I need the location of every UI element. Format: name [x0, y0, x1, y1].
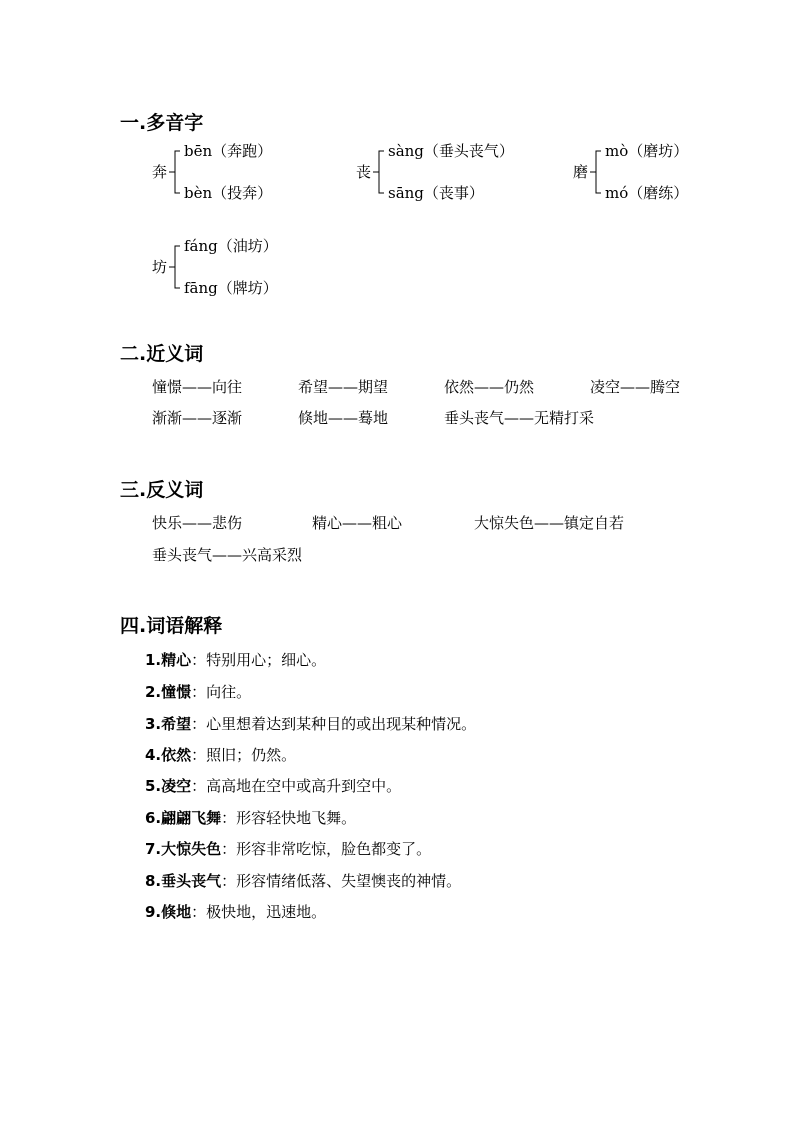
section-title-definitions: 四.词语解释 [120, 615, 223, 637]
definition-term: 3.希望 [145, 715, 192, 733]
antonym-pair: 垂头丧气——兴高采烈 [152, 546, 303, 564]
reading: fāng（牌坊） [184, 279, 278, 297]
reading: mó（磨练） [605, 184, 689, 202]
definition-text: ：形容非常吃惊，脸色都变了。 [221, 840, 432, 858]
brace-icon [168, 150, 182, 194]
definition-text: ：高高地在空中或高升到空中。 [191, 777, 402, 795]
synonym-pair: 渐渐——逐渐 [152, 409, 243, 427]
definition-text: ：极快地，迅速地。 [191, 903, 327, 921]
section-title-antonyms: 三.反义词 [120, 479, 204, 501]
definition-term: 9.倏地 [145, 903, 192, 921]
definition-item [145, 713, 476, 734]
definition-item [145, 649, 326, 670]
synonym-pair: 希望——期望 [298, 378, 389, 396]
section-title-synonyms: 二.近义词 [120, 343, 204, 365]
polyphonic-char: 奔 [152, 163, 168, 181]
definition-item [145, 807, 356, 828]
definition-text: ：照旧；仍然。 [191, 746, 297, 764]
definition-term: 2.憧憬 [145, 683, 192, 701]
definition-text: ：特别用心；细心。 [191, 651, 327, 669]
brace-icon [168, 245, 182, 289]
definition-term: 7.大惊失色 [145, 840, 222, 858]
definition-item [145, 681, 251, 702]
antonym-pair: 精心——粗心 [312, 514, 403, 532]
reading: bēn（奔跑） [184, 142, 273, 160]
synonym-pair: 憧憬——向往 [152, 378, 243, 396]
antonym-pair: 大惊失色——镇定自若 [474, 514, 625, 532]
synonym-pair: 倏地——蓦地 [298, 409, 389, 427]
definition-item [145, 870, 461, 891]
definition-text: ：心里想着达到某种目的或出现某种情况。 [191, 715, 477, 733]
synonym-pair: 依然——仍然 [444, 378, 535, 396]
synonym-pair: 凌空——腾空 [590, 378, 681, 396]
definition-term: 6.翩翩飞舞 [145, 809, 222, 827]
definition-item [145, 901, 326, 922]
brace-icon [589, 150, 603, 194]
definition-item [145, 838, 431, 859]
definition-term: 8.垂头丧气 [145, 872, 222, 890]
definition-text: ：形容情绪低落、失望懊丧的神情。 [221, 872, 462, 890]
antonym-pair: 快乐——悲伤 [152, 514, 243, 532]
polyphonic-char: 磨 [573, 163, 589, 181]
definition-text: ：向往。 [191, 683, 252, 701]
polyphonic-char: 丧 [356, 163, 372, 181]
definition-term: 5.凌空 [145, 777, 192, 795]
definition-text: ：形容轻快地飞舞。 [221, 809, 357, 827]
definition-term: 4.依然 [145, 746, 192, 764]
reading: bèn（投奔） [184, 184, 273, 202]
reading: fáng（油坊） [184, 237, 278, 255]
definition-item [145, 775, 401, 796]
synonym-pair: 垂头丧气——无精打采 [444, 409, 595, 427]
reading: sāng（丧事） [388, 184, 484, 202]
definition-item [145, 744, 296, 765]
definition-term: 1.精心 [145, 651, 192, 669]
reading: sàng（垂头丧气） [388, 142, 514, 160]
section-title-polyphonic: 一.多音字 [120, 112, 204, 134]
brace-icon [372, 150, 386, 194]
reading: mò（磨坊） [605, 142, 689, 160]
polyphonic-char: 坊 [152, 258, 168, 276]
